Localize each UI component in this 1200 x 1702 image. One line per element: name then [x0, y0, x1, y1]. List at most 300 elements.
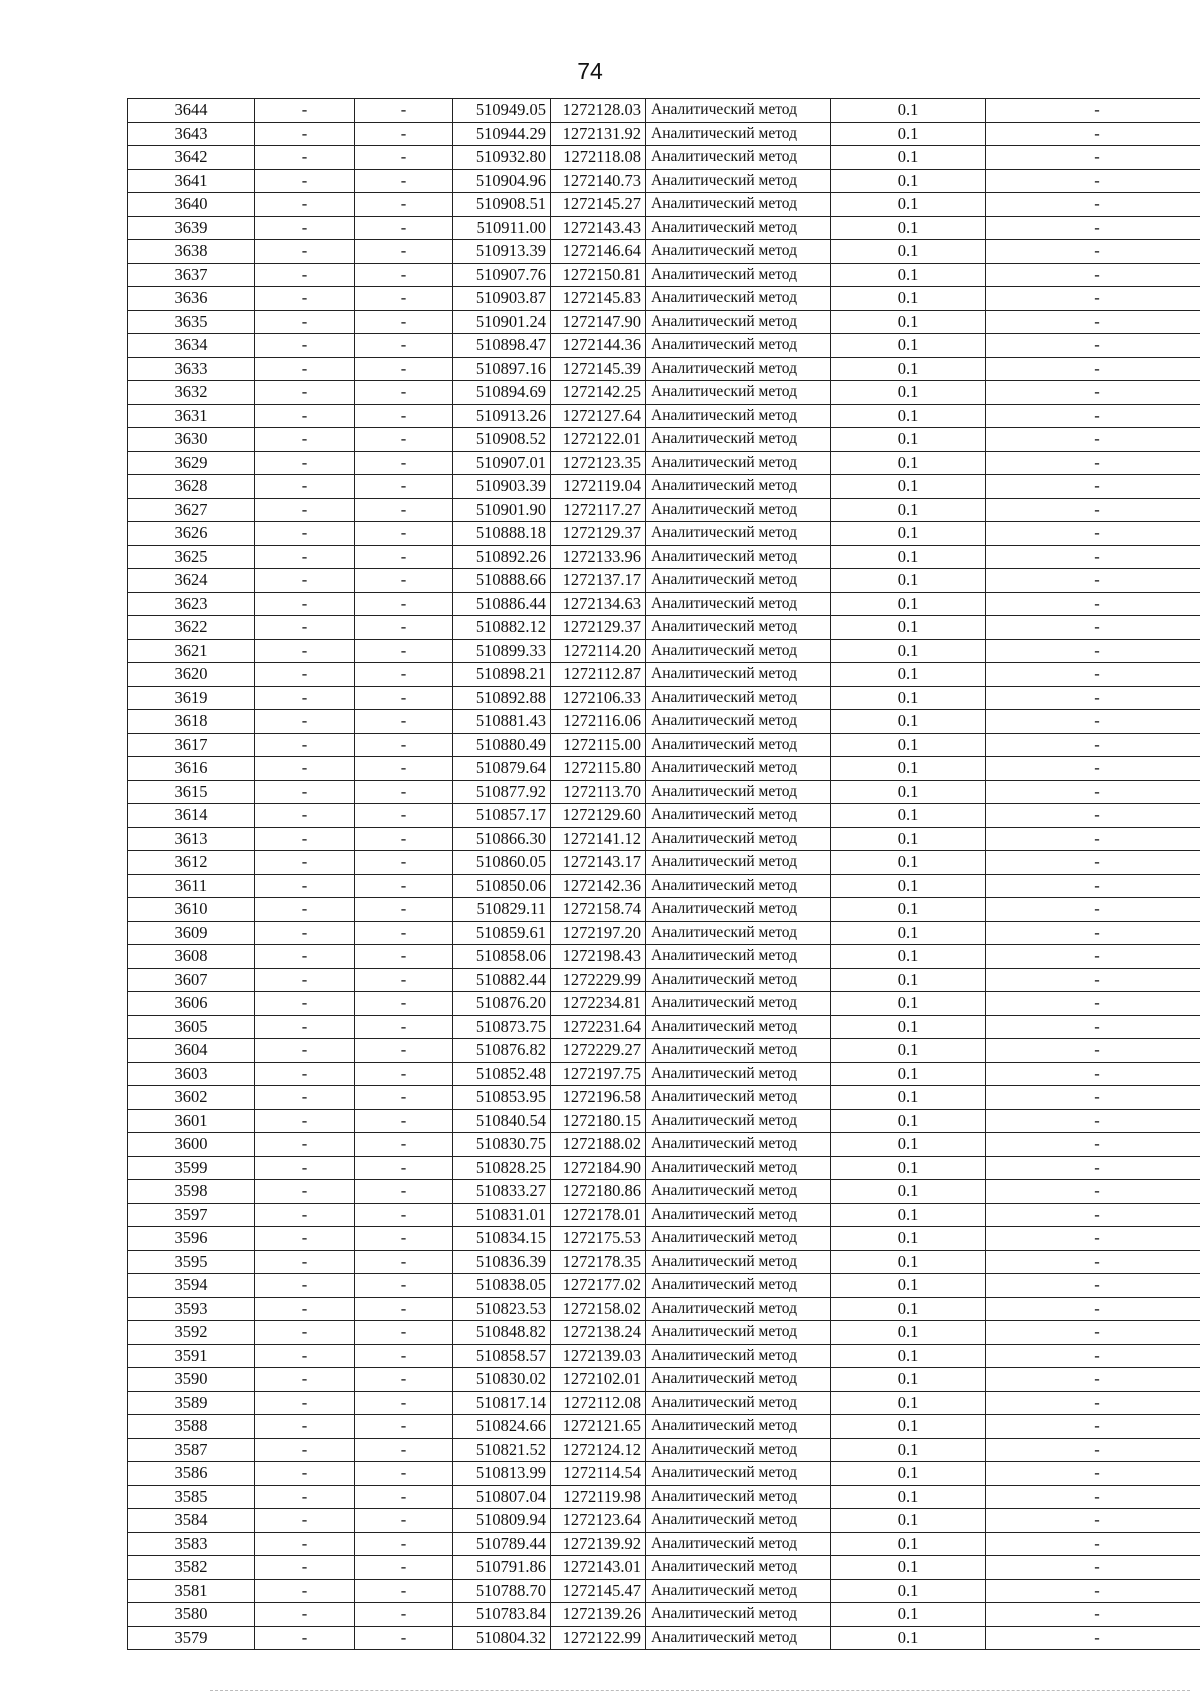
- note-cell: -: [986, 921, 1200, 945]
- note-cell: -: [986, 1626, 1200, 1650]
- table-row: [128, 404, 1200, 428]
- dash-cell-a: -: [255, 1415, 355, 1439]
- method-cell: Аналитический метод: [646, 663, 831, 687]
- dash-cell-a: -: [255, 569, 355, 593]
- note-cell: -: [986, 1462, 1200, 1486]
- dash-cell-b: -: [355, 1391, 453, 1415]
- dash-cell-b: -: [355, 851, 453, 875]
- point-number-cell: 3627: [128, 498, 255, 522]
- point-number-cell: 3625: [128, 545, 255, 569]
- y-coordinate-cell: 1272139.26: [551, 1603, 646, 1627]
- method-cell: Аналитический метод: [646, 592, 831, 616]
- accuracy-cell: 0.1: [831, 428, 986, 452]
- table-row: [128, 1556, 1200, 1580]
- dash-cell-b: -: [355, 522, 453, 546]
- point-number-cell: 3581: [128, 1579, 255, 1603]
- x-coordinate-cell: 510908.52: [453, 428, 551, 452]
- accuracy-cell: 0.1: [831, 639, 986, 663]
- accuracy-cell: 0.1: [831, 475, 986, 499]
- method-cell: Аналитический метод: [646, 1344, 831, 1368]
- table-row: [128, 733, 1200, 757]
- dash-cell-b: -: [355, 968, 453, 992]
- method-cell: Аналитический метод: [646, 780, 831, 804]
- page-number: 74: [577, 58, 603, 84]
- table-row: [128, 921, 1200, 945]
- y-coordinate-cell: 1272178.35: [551, 1250, 646, 1274]
- dash-cell-b: -: [355, 1180, 453, 1204]
- accuracy-cell: 0.1: [831, 663, 986, 687]
- dash-cell-b: -: [355, 1086, 453, 1110]
- point-number-cell: 3631: [128, 404, 255, 428]
- x-coordinate-cell: 510838.05: [453, 1274, 551, 1298]
- method-cell: Аналитический метод: [646, 1438, 831, 1462]
- x-coordinate-cell: 510880.49: [453, 733, 551, 757]
- note-cell: -: [986, 592, 1200, 616]
- y-coordinate-cell: 1272131.92: [551, 122, 646, 146]
- method-cell: Аналитический метод: [646, 616, 831, 640]
- y-coordinate-cell: 1272158.74: [551, 898, 646, 922]
- note-cell: -: [986, 1321, 1200, 1345]
- method-cell: Аналитический метод: [646, 733, 831, 757]
- dash-cell-a: -: [255, 1438, 355, 1462]
- x-coordinate-cell: 510852.48: [453, 1062, 551, 1086]
- y-coordinate-cell: 1272133.96: [551, 545, 646, 569]
- accuracy-cell: 0.1: [831, 1462, 986, 1486]
- point-number-cell: 3585: [128, 1485, 255, 1509]
- point-number-cell: 3640: [128, 193, 255, 217]
- table-row: [128, 310, 1200, 334]
- method-cell: Аналитический метод: [646, 404, 831, 428]
- dash-cell-a: -: [255, 357, 355, 381]
- x-coordinate-cell: 510804.32: [453, 1626, 551, 1650]
- table-row: [128, 545, 1200, 569]
- dash-cell-a: -: [255, 1062, 355, 1086]
- note-cell: -: [986, 1391, 1200, 1415]
- y-coordinate-cell: 1272128.03: [551, 99, 646, 123]
- method-cell: Аналитический метод: [646, 686, 831, 710]
- table-row: [128, 240, 1200, 264]
- dash-cell-a: -: [255, 381, 355, 405]
- y-coordinate-cell: 1272143.43: [551, 216, 646, 240]
- x-coordinate-cell: 510899.33: [453, 639, 551, 663]
- accuracy-cell: 0.1: [831, 780, 986, 804]
- table-row: [128, 1532, 1200, 1556]
- y-coordinate-cell: 1272102.01: [551, 1368, 646, 1392]
- x-coordinate-cell: 510907.76: [453, 263, 551, 287]
- dash-cell-b: -: [355, 498, 453, 522]
- table-row: [128, 498, 1200, 522]
- accuracy-cell: 0.1: [831, 686, 986, 710]
- dash-cell-a: -: [255, 1509, 355, 1533]
- dash-cell-b: -: [355, 310, 453, 334]
- table-row: [128, 1274, 1200, 1298]
- y-coordinate-cell: 1272175.53: [551, 1227, 646, 1251]
- accuracy-cell: 0.1: [831, 1391, 986, 1415]
- dash-cell-b: -: [355, 1626, 453, 1650]
- y-coordinate-cell: 1272112.08: [551, 1391, 646, 1415]
- table-row: [128, 1203, 1200, 1227]
- note-cell: -: [986, 804, 1200, 828]
- accuracy-cell: 0.1: [831, 992, 986, 1016]
- accuracy-cell: 0.1: [831, 1438, 986, 1462]
- dash-cell-a: -: [255, 146, 355, 170]
- point-number-cell: 3584: [128, 1509, 255, 1533]
- x-coordinate-cell: 510892.26: [453, 545, 551, 569]
- dash-cell-a: -: [255, 1015, 355, 1039]
- x-coordinate-cell: 510898.47: [453, 334, 551, 358]
- dash-cell-b: -: [355, 1039, 453, 1063]
- table-row: [128, 1015, 1200, 1039]
- dash-cell-b: -: [355, 992, 453, 1016]
- method-cell: Аналитический метод: [646, 851, 831, 875]
- note-cell: -: [986, 263, 1200, 287]
- table-row: [128, 1039, 1200, 1063]
- dash-cell-b: -: [355, 1133, 453, 1157]
- dash-cell-a: -: [255, 193, 355, 217]
- dash-cell-b: -: [355, 1556, 453, 1580]
- dash-cell-b: -: [355, 1227, 453, 1251]
- method-cell: Аналитический метод: [646, 1180, 831, 1204]
- y-coordinate-cell: 1272113.70: [551, 780, 646, 804]
- note-cell: -: [986, 310, 1200, 334]
- dash-cell-a: -: [255, 1532, 355, 1556]
- y-coordinate-cell: 1272129.37: [551, 522, 646, 546]
- accuracy-cell: 0.1: [831, 1415, 986, 1439]
- note-cell: -: [986, 475, 1200, 499]
- dash-cell-b: -: [355, 216, 453, 240]
- dash-cell-a: -: [255, 968, 355, 992]
- dash-cell-a: -: [255, 122, 355, 146]
- y-coordinate-cell: 1272138.24: [551, 1321, 646, 1345]
- x-coordinate-cell: 510882.44: [453, 968, 551, 992]
- point-number-cell: 3624: [128, 569, 255, 593]
- accuracy-cell: 0.1: [831, 1556, 986, 1580]
- dash-cell-b: -: [355, 1532, 453, 1556]
- point-number-cell: 3593: [128, 1297, 255, 1321]
- point-number-cell: 3606: [128, 992, 255, 1016]
- accuracy-cell: 0.1: [831, 968, 986, 992]
- y-coordinate-cell: 1272229.99: [551, 968, 646, 992]
- table-row: [128, 1133, 1200, 1157]
- point-number-cell: 3583: [128, 1532, 255, 1556]
- dash-cell-b: -: [355, 710, 453, 734]
- dash-cell-b: -: [355, 733, 453, 757]
- dash-cell-a: -: [255, 1462, 355, 1486]
- dash-cell-b: -: [355, 874, 453, 898]
- table-row: [128, 780, 1200, 804]
- dash-cell-b: -: [355, 287, 453, 311]
- method-cell: Аналитический метод: [646, 216, 831, 240]
- scan-artifact-line: [210, 1690, 1190, 1692]
- table-row: [128, 334, 1200, 358]
- note-cell: -: [986, 381, 1200, 405]
- note-cell: -: [986, 1156, 1200, 1180]
- table-row: [128, 381, 1200, 405]
- note-cell: -: [986, 1368, 1200, 1392]
- x-coordinate-cell: 510911.00: [453, 216, 551, 240]
- note-cell: -: [986, 663, 1200, 687]
- table-row: [128, 874, 1200, 898]
- accuracy-cell: 0.1: [831, 310, 986, 334]
- note-cell: -: [986, 1133, 1200, 1157]
- point-number-cell: 3589: [128, 1391, 255, 1415]
- accuracy-cell: 0.1: [831, 1368, 986, 1392]
- table-row: [128, 945, 1200, 969]
- accuracy-cell: 0.1: [831, 569, 986, 593]
- x-coordinate-cell: 510791.86: [453, 1556, 551, 1580]
- method-cell: Аналитический метод: [646, 1109, 831, 1133]
- dash-cell-b: -: [355, 545, 453, 569]
- note-cell: -: [986, 1086, 1200, 1110]
- dash-cell-a: -: [255, 992, 355, 1016]
- dash-cell-b: -: [355, 1109, 453, 1133]
- accuracy-cell: 0.1: [831, 498, 986, 522]
- point-number-cell: 3615: [128, 780, 255, 804]
- method-cell: Аналитический метод: [646, 1015, 831, 1039]
- dash-cell-b: -: [355, 1321, 453, 1345]
- dash-cell-a: -: [255, 1250, 355, 1274]
- dash-cell-b: -: [355, 193, 453, 217]
- x-coordinate-cell: 510830.75: [453, 1133, 551, 1157]
- table-row: [128, 428, 1200, 452]
- accuracy-cell: 0.1: [831, 1603, 986, 1627]
- note-cell: -: [986, 1274, 1200, 1298]
- dash-cell-a: -: [255, 498, 355, 522]
- dash-cell-b: -: [355, 1485, 453, 1509]
- method-cell: Аналитический метод: [646, 1391, 831, 1415]
- point-number-cell: 3613: [128, 827, 255, 851]
- x-coordinate-cell: 510877.92: [453, 780, 551, 804]
- method-cell: Аналитический метод: [646, 639, 831, 663]
- y-coordinate-cell: 1272119.04: [551, 475, 646, 499]
- note-cell: -: [986, 827, 1200, 851]
- method-cell: Аналитический метод: [646, 710, 831, 734]
- accuracy-cell: 0.1: [831, 1180, 986, 1204]
- dash-cell-a: -: [255, 545, 355, 569]
- note-cell: -: [986, 569, 1200, 593]
- note-cell: -: [986, 1062, 1200, 1086]
- dash-cell-b: -: [355, 357, 453, 381]
- point-number-cell: 3629: [128, 451, 255, 475]
- dash-cell-b: -: [355, 240, 453, 264]
- x-coordinate-cell: 510858.57: [453, 1344, 551, 1368]
- table-row: [128, 263, 1200, 287]
- y-coordinate-cell: 1272114.20: [551, 639, 646, 663]
- dash-cell-a: -: [255, 451, 355, 475]
- dash-cell-b: -: [355, 827, 453, 851]
- method-cell: Аналитический метод: [646, 804, 831, 828]
- x-coordinate-cell: 510833.27: [453, 1180, 551, 1204]
- accuracy-cell: 0.1: [831, 357, 986, 381]
- dash-cell-a: -: [255, 710, 355, 734]
- y-coordinate-cell: 1272122.01: [551, 428, 646, 452]
- x-coordinate-cell: 510894.69: [453, 381, 551, 405]
- dash-cell-a: -: [255, 1274, 355, 1298]
- table-row: [128, 1415, 1200, 1439]
- note-cell: -: [986, 780, 1200, 804]
- x-coordinate-cell: 510879.64: [453, 757, 551, 781]
- dash-cell-b: -: [355, 428, 453, 452]
- method-cell: Аналитический метод: [646, 1415, 831, 1439]
- y-coordinate-cell: 1272142.25: [551, 381, 646, 405]
- accuracy-cell: 0.1: [831, 921, 986, 945]
- accuracy-cell: 0.1: [831, 1062, 986, 1086]
- table-row: [128, 1227, 1200, 1251]
- table-row: [128, 475, 1200, 499]
- point-number-cell: 3616: [128, 757, 255, 781]
- accuracy-cell: 0.1: [831, 1274, 986, 1298]
- method-cell: Аналитический метод: [646, 240, 831, 264]
- method-cell: Аналитический метод: [646, 945, 831, 969]
- table-row: [128, 616, 1200, 640]
- x-coordinate-cell: 510813.99: [453, 1462, 551, 1486]
- x-coordinate-cell: 510908.51: [453, 193, 551, 217]
- note-cell: -: [986, 451, 1200, 475]
- dash-cell-a: -: [255, 99, 355, 123]
- method-cell: Аналитический метод: [646, 1532, 831, 1556]
- table-row: [128, 451, 1200, 475]
- y-coordinate-cell: 1272178.01: [551, 1203, 646, 1227]
- table-row: [128, 1344, 1200, 1368]
- dash-cell-b: -: [355, 1297, 453, 1321]
- method-cell: Аналитический метод: [646, 381, 831, 405]
- accuracy-cell: 0.1: [831, 1156, 986, 1180]
- x-coordinate-cell: 510834.15: [453, 1227, 551, 1251]
- table-row: [128, 1485, 1200, 1509]
- accuracy-cell: 0.1: [831, 404, 986, 428]
- dash-cell-b: -: [355, 1274, 453, 1298]
- y-coordinate-cell: 1272142.36: [551, 874, 646, 898]
- x-coordinate-cell: 510901.90: [453, 498, 551, 522]
- point-number-cell: 3634: [128, 334, 255, 358]
- x-coordinate-cell: 510892.88: [453, 686, 551, 710]
- point-number-cell: 3617: [128, 733, 255, 757]
- y-coordinate-cell: 1272184.90: [551, 1156, 646, 1180]
- dash-cell-a: -: [255, 616, 355, 640]
- accuracy-cell: 0.1: [831, 240, 986, 264]
- y-coordinate-cell: 1272115.80: [551, 757, 646, 781]
- note-cell: -: [986, 357, 1200, 381]
- table-row: [128, 851, 1200, 875]
- y-coordinate-cell: 1272143.01: [551, 1556, 646, 1580]
- table-row: [128, 1086, 1200, 1110]
- dash-cell-b: -: [355, 1062, 453, 1086]
- point-number-cell: 3637: [128, 263, 255, 287]
- y-coordinate-cell: 1272129.60: [551, 804, 646, 828]
- note-cell: -: [986, 498, 1200, 522]
- point-number-cell: 3579: [128, 1626, 255, 1650]
- table-row: [128, 193, 1200, 217]
- accuracy-cell: 0.1: [831, 1626, 986, 1650]
- dash-cell-b: -: [355, 921, 453, 945]
- y-coordinate-cell: 1272116.06: [551, 710, 646, 734]
- point-number-cell: 3619: [128, 686, 255, 710]
- dash-cell-a: -: [255, 898, 355, 922]
- point-number-cell: 3632: [128, 381, 255, 405]
- dash-cell-a: -: [255, 475, 355, 499]
- accuracy-cell: 0.1: [831, 146, 986, 170]
- point-number-cell: 3599: [128, 1156, 255, 1180]
- accuracy-cell: 0.1: [831, 451, 986, 475]
- method-cell: Аналитический метод: [646, 169, 831, 193]
- point-number-cell: 3638: [128, 240, 255, 264]
- method-cell: Аналитический метод: [646, 334, 831, 358]
- dash-cell-a: -: [255, 310, 355, 334]
- x-coordinate-cell: 510882.12: [453, 616, 551, 640]
- note-cell: -: [986, 1438, 1200, 1462]
- note-cell: -: [986, 240, 1200, 264]
- method-cell: Аналитический метод: [646, 1227, 831, 1251]
- point-number-cell: 3601: [128, 1109, 255, 1133]
- y-coordinate-cell: 1272124.12: [551, 1438, 646, 1462]
- y-coordinate-cell: 1272229.27: [551, 1039, 646, 1063]
- method-cell: Аналитический метод: [646, 99, 831, 123]
- dash-cell-a: -: [255, 1579, 355, 1603]
- accuracy-cell: 0.1: [831, 1015, 986, 1039]
- x-coordinate-cell: 510866.30: [453, 827, 551, 851]
- x-coordinate-cell: 510913.39: [453, 240, 551, 264]
- point-number-cell: 3609: [128, 921, 255, 945]
- x-coordinate-cell: 510783.84: [453, 1603, 551, 1627]
- point-number-cell: 3605: [128, 1015, 255, 1039]
- point-number-cell: 3597: [128, 1203, 255, 1227]
- dash-cell-a: -: [255, 1344, 355, 1368]
- note-cell: -: [986, 945, 1200, 969]
- table-row: [128, 1062, 1200, 1086]
- accuracy-cell: 0.1: [831, 1532, 986, 1556]
- note-cell: -: [986, 1180, 1200, 1204]
- method-cell: Аналитический метод: [646, 1062, 831, 1086]
- point-number-cell: 3582: [128, 1556, 255, 1580]
- table-row: [128, 592, 1200, 616]
- method-cell: Аналитический метод: [646, 1603, 831, 1627]
- y-coordinate-cell: 1272198.43: [551, 945, 646, 969]
- method-cell: Аналитический метод: [646, 1250, 831, 1274]
- dash-cell-a: -: [255, 1156, 355, 1180]
- dash-cell-a: -: [255, 592, 355, 616]
- point-number-cell: 3594: [128, 1274, 255, 1298]
- method-cell: Аналитический метод: [646, 428, 831, 452]
- x-coordinate-cell: 510831.01: [453, 1203, 551, 1227]
- table-row: [128, 569, 1200, 593]
- dash-cell-a: -: [255, 874, 355, 898]
- x-coordinate-cell: 510824.66: [453, 1415, 551, 1439]
- dash-cell-b: -: [355, 1415, 453, 1439]
- dash-cell-b: -: [355, 616, 453, 640]
- dash-cell-b: -: [355, 1203, 453, 1227]
- accuracy-cell: 0.1: [831, 122, 986, 146]
- method-cell: Аналитический метод: [646, 310, 831, 334]
- point-number-cell: 3580: [128, 1603, 255, 1627]
- method-cell: Аналитический метод: [646, 874, 831, 898]
- note-cell: -: [986, 1250, 1200, 1274]
- point-number-cell: 3618: [128, 710, 255, 734]
- dash-cell-a: -: [255, 1203, 355, 1227]
- y-coordinate-cell: 1272145.27: [551, 193, 646, 217]
- point-number-cell: 3607: [128, 968, 255, 992]
- x-coordinate-cell: 510836.39: [453, 1250, 551, 1274]
- table-row: [128, 1156, 1200, 1180]
- dash-cell-a: -: [255, 1297, 355, 1321]
- x-coordinate-cell: 510888.18: [453, 522, 551, 546]
- dash-cell-a: -: [255, 757, 355, 781]
- y-coordinate-cell: 1272114.54: [551, 1462, 646, 1486]
- y-coordinate-cell: 1272145.47: [551, 1579, 646, 1603]
- x-coordinate-cell: 510789.44: [453, 1532, 551, 1556]
- point-number-cell: 3600: [128, 1133, 255, 1157]
- table-row: [128, 1368, 1200, 1392]
- method-cell: Аналитический метод: [646, 357, 831, 381]
